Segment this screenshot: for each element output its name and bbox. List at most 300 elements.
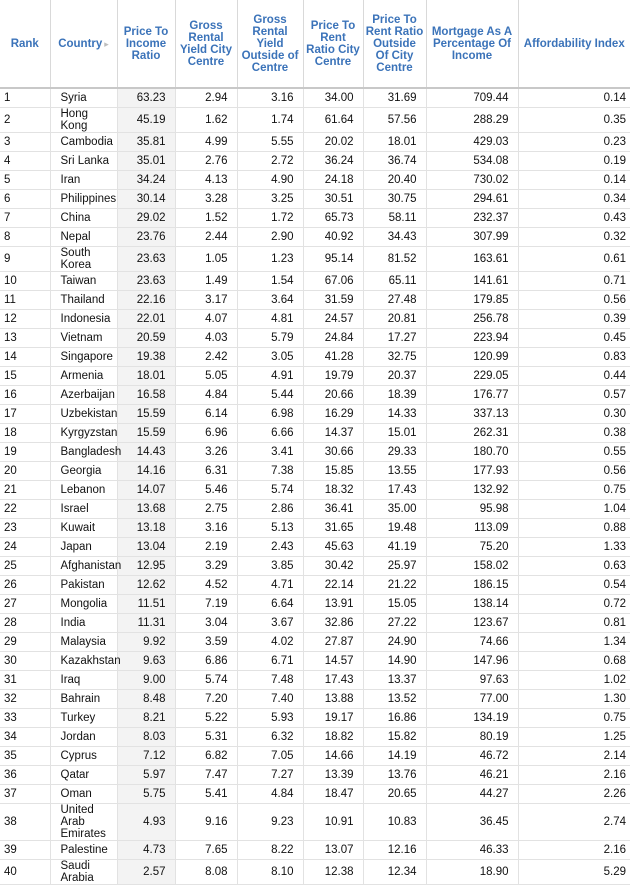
price-to-rent-ratio-outside-of-city-centre-cell: 31.69 — [363, 88, 426, 108]
table-row — [0, 462, 630, 481]
gross-rental-yield-city-centre-cell: 9.16 — [175, 804, 237, 841]
price-to-rent-ratio-city-centre-cell: 17.43 — [303, 671, 363, 690]
price-to-rent-ratio-outside-of-city-centre-cell: 14.19 — [363, 747, 426, 766]
price-to-income-ratio-cell: 35.01 — [117, 152, 175, 171]
mortgage-as-percentage-of-income-cell: 186.15 — [426, 576, 518, 595]
mortgage-as-percentage-of-income-cell: 229.05 — [426, 367, 518, 386]
mortgage-as-percentage-of-income-cell: 223.94 — [426, 329, 518, 348]
price-to-income-ratio-cell: 23.76 — [117, 228, 175, 247]
affordability-index-cell: 0.88 — [518, 519, 630, 538]
price-to-rent-ratio-city-centre-cell: 65.73 — [303, 209, 363, 228]
price-to-rent-ratio-city-centre-cell: 36.24 — [303, 152, 363, 171]
country-cell: Vietnam — [50, 329, 117, 348]
rank-cell: 38 — [0, 804, 50, 841]
rank-cell: 28 — [0, 614, 50, 633]
country-cell: Iran — [50, 171, 117, 190]
price-to-income-ratio-cell: 35.81 — [117, 133, 175, 152]
table-row — [0, 291, 630, 310]
gross-rental-yield-city-centre-cell: 4.99 — [175, 133, 237, 152]
header-country[interactable] — [50, 0, 117, 88]
country-cell: Bangladesh — [50, 443, 117, 462]
affordability-index-cell: 0.63 — [518, 557, 630, 576]
mortgage-as-percentage-of-income-cell: 534.08 — [426, 152, 518, 171]
rank-cell: 17 — [0, 405, 50, 424]
price-to-rent-ratio-city-centre-cell: 24.84 — [303, 329, 363, 348]
country-cell: Qatar — [50, 766, 117, 785]
header-rank-label: Rank — [10, 37, 39, 50]
mortgage-as-percentage-of-income-cell: 74.66 — [426, 633, 518, 652]
table-row — [0, 860, 630, 885]
mortgage-as-percentage-of-income-cell: 158.02 — [426, 557, 518, 576]
table-row — [0, 747, 630, 766]
gross-rental-yield-city-centre-cell: 6.82 — [175, 747, 237, 766]
mortgage-as-percentage-of-income-cell: 46.21 — [426, 766, 518, 785]
price-to-income-ratio-cell: 4.93 — [117, 804, 175, 841]
price-to-income-ratio-cell: 12.62 — [117, 576, 175, 595]
country-cell: Thailand — [50, 291, 117, 310]
gross-rental-yield-city-centre-cell: 4.52 — [175, 576, 237, 595]
mortgage-as-percentage-of-income-cell: 97.63 — [426, 671, 518, 690]
header-affordability-index[interactable] — [518, 0, 630, 88]
gross-rental-yield-city-centre-cell: 1.52 — [175, 209, 237, 228]
price-to-rent-ratio-city-centre-cell: 61.64 — [303, 108, 363, 133]
gross-rental-yield-outside-of-centre-cell: 3.16 — [237, 88, 303, 108]
gross-rental-yield-city-centre-cell: 2.19 — [175, 538, 237, 557]
gross-rental-yield-outside-of-centre-cell: 7.38 — [237, 462, 303, 481]
gross-rental-yield-outside-of-centre-cell: 6.71 — [237, 652, 303, 671]
table-row — [0, 386, 630, 405]
affordability-index-cell: 1.33 — [518, 538, 630, 557]
price-to-rent-ratio-outside-of-city-centre-cell: 12.34 — [363, 860, 426, 885]
table-row — [0, 348, 630, 367]
gross-rental-yield-city-centre-cell: 5.74 — [175, 671, 237, 690]
price-to-rent-ratio-outside-of-city-centre-cell: 41.19 — [363, 538, 426, 557]
price-to-rent-ratio-city-centre-cell: 14.57 — [303, 652, 363, 671]
gross-rental-yield-city-centre-cell: 4.13 — [175, 171, 237, 190]
rank-cell: 13 — [0, 329, 50, 348]
price-to-rent-ratio-city-centre-cell: 19.17 — [303, 709, 363, 728]
table-row — [0, 247, 630, 272]
country-cell: Cambodia — [50, 133, 117, 152]
affordability-index-cell: 0.56 — [518, 291, 630, 310]
gross-rental-yield-outside-of-centre-cell: 1.74 — [237, 108, 303, 133]
affordability-index-cell: 2.26 — [518, 785, 630, 804]
price-to-income-ratio-cell: 7.12 — [117, 747, 175, 766]
country-cell: Armenia — [50, 367, 117, 386]
affordability-index-cell: 0.83 — [518, 348, 630, 367]
price-to-income-ratio-cell: 8.21 — [117, 709, 175, 728]
mortgage-as-percentage-of-income-cell: 180.70 — [426, 443, 518, 462]
price-to-rent-ratio-outside-of-city-centre-cell: 12.16 — [363, 841, 426, 860]
table-row — [0, 310, 630, 329]
table-row — [0, 443, 630, 462]
price-to-rent-ratio-city-centre-cell: 31.65 — [303, 519, 363, 538]
table-row — [0, 152, 630, 171]
gross-rental-yield-outside-of-centre-cell: 5.13 — [237, 519, 303, 538]
gross-rental-yield-city-centre-cell: 5.41 — [175, 785, 237, 804]
gross-rental-yield-city-centre-cell: 6.96 — [175, 424, 237, 443]
price-to-rent-ratio-outside-of-city-centre-cell: 20.40 — [363, 171, 426, 190]
rank-cell: 2 — [0, 108, 50, 133]
gross-rental-yield-outside-of-centre-cell: 3.25 — [237, 190, 303, 209]
mortgage-as-percentage-of-income-cell: 132.92 — [426, 481, 518, 500]
price-to-rent-ratio-city-centre-cell: 24.18 — [303, 171, 363, 190]
mortgage-as-percentage-of-income-cell: 46.33 — [426, 841, 518, 860]
mortgage-as-percentage-of-income-cell: 138.14 — [426, 595, 518, 614]
table-row — [0, 329, 630, 348]
mortgage-as-percentage-of-income-cell: 77.00 — [426, 690, 518, 709]
price-to-income-ratio-cell: 5.75 — [117, 785, 175, 804]
price-to-rent-ratio-outside-of-city-centre-cell: 65.11 — [363, 272, 426, 291]
gross-rental-yield-outside-of-centre-cell: 5.44 — [237, 386, 303, 405]
mortgage-as-percentage-of-income-cell: 123.67 — [426, 614, 518, 633]
rank-cell: 3 — [0, 133, 50, 152]
price-to-rent-ratio-outside-of-city-centre-cell: 32.75 — [363, 348, 426, 367]
gross-rental-yield-city-centre-cell: 5.22 — [175, 709, 237, 728]
price-to-rent-ratio-outside-of-city-centre-cell: 17.43 — [363, 481, 426, 500]
mortgage-as-percentage-of-income-cell: 288.29 — [426, 108, 518, 133]
price-to-rent-ratio-city-centre-cell: 12.38 — [303, 860, 363, 885]
mortgage-as-percentage-of-income-cell: 36.45 — [426, 804, 518, 841]
price-to-rent-ratio-outside-of-city-centre-cell: 13.76 — [363, 766, 426, 785]
table-row — [0, 367, 630, 386]
price-to-rent-ratio-outside-of-city-centre-cell: 10.83 — [363, 804, 426, 841]
price-to-income-ratio-cell: 8.03 — [117, 728, 175, 747]
header-price-to-income-ratio-label: Price To Income Ratio — [123, 25, 169, 62]
affordability-index-cell: 0.34 — [518, 190, 630, 209]
price-to-income-ratio-cell: 22.01 — [117, 310, 175, 329]
price-to-rent-ratio-outside-of-city-centre-cell: 20.81 — [363, 310, 426, 329]
price-to-rent-ratio-outside-of-city-centre-cell: 20.65 — [363, 785, 426, 804]
header-gross-rental-yield-city-centre-label: Gross Rental Yield City Centre — [180, 19, 232, 68]
rank-cell: 14 — [0, 348, 50, 367]
price-to-income-ratio-cell: 8.48 — [117, 690, 175, 709]
price-to-income-ratio-cell: 9.00 — [117, 671, 175, 690]
country-cell: Sri Lanka — [50, 152, 117, 171]
mortgage-as-percentage-of-income-cell: 80.19 — [426, 728, 518, 747]
rank-cell: 36 — [0, 766, 50, 785]
price-to-income-ratio-cell: 19.38 — [117, 348, 175, 367]
header-affordability-index-label: Affordability Index — [523, 37, 625, 50]
table-row — [0, 595, 630, 614]
gross-rental-yield-outside-of-centre-cell: 8.10 — [237, 860, 303, 885]
gross-rental-yield-outside-of-centre-cell: 3.05 — [237, 348, 303, 367]
price-to-rent-ratio-outside-of-city-centre-cell: 20.37 — [363, 367, 426, 386]
mortgage-as-percentage-of-income-cell: 134.19 — [426, 709, 518, 728]
gross-rental-yield-city-centre-cell: 3.04 — [175, 614, 237, 633]
price-to-income-ratio-cell: 9.63 — [117, 652, 175, 671]
price-to-rent-ratio-city-centre-cell: 15.85 — [303, 462, 363, 481]
gross-rental-yield-outside-of-centre-cell: 2.86 — [237, 500, 303, 519]
mortgage-as-percentage-of-income-cell: 120.99 — [426, 348, 518, 367]
price-to-rent-ratio-city-centre-cell: 18.32 — [303, 481, 363, 500]
price-to-rent-ratio-city-centre-cell: 30.42 — [303, 557, 363, 576]
price-to-rent-ratio-outside-of-city-centre-cell: 16.86 — [363, 709, 426, 728]
table-row — [0, 728, 630, 747]
affordability-index-cell: 0.43 — [518, 209, 630, 228]
price-to-rent-ratio-outside-of-city-centre-cell: 34.43 — [363, 228, 426, 247]
mortgage-as-percentage-of-income-cell: 163.61 — [426, 247, 518, 272]
gross-rental-yield-outside-of-centre-cell: 4.81 — [237, 310, 303, 329]
table-row — [0, 690, 630, 709]
table-row — [0, 614, 630, 633]
gross-rental-yield-city-centre-cell: 4.03 — [175, 329, 237, 348]
gross-rental-yield-city-centre-cell: 2.94 — [175, 88, 237, 108]
gross-rental-yield-city-centre-cell: 3.29 — [175, 557, 237, 576]
rank-cell: 1 — [0, 88, 50, 108]
price-to-rent-ratio-city-centre-cell: 24.57 — [303, 310, 363, 329]
affordability-index-cell: 0.75 — [518, 481, 630, 500]
table-row — [0, 576, 630, 595]
table-row — [0, 209, 630, 228]
rank-cell: 26 — [0, 576, 50, 595]
price-to-rent-ratio-outside-of-city-centre-cell: 25.97 — [363, 557, 426, 576]
mortgage-as-percentage-of-income-cell: 46.72 — [426, 747, 518, 766]
mortgage-as-percentage-of-income-cell: 307.99 — [426, 228, 518, 247]
mortgage-as-percentage-of-income-cell: 179.85 — [426, 291, 518, 310]
price-to-rent-ratio-city-centre-cell: 18.47 — [303, 785, 363, 804]
header-rank[interactable] — [0, 0, 50, 88]
table-row — [0, 228, 630, 247]
gross-rental-yield-city-centre-cell: 3.16 — [175, 519, 237, 538]
gross-rental-yield-outside-of-centre-cell: 5.55 — [237, 133, 303, 152]
price-to-rent-ratio-outside-of-city-centre-cell: 27.22 — [363, 614, 426, 633]
price-to-income-ratio-cell: 13.04 — [117, 538, 175, 557]
affordability-index-cell: 0.57 — [518, 386, 630, 405]
price-to-income-ratio-cell: 63.23 — [117, 88, 175, 108]
rank-cell: 19 — [0, 443, 50, 462]
mortgage-as-percentage-of-income-cell: 429.03 — [426, 133, 518, 152]
country-cell: Afghanistan — [50, 557, 117, 576]
gross-rental-yield-city-centre-cell: 6.86 — [175, 652, 237, 671]
gross-rental-yield-city-centre-cell: 3.28 — [175, 190, 237, 209]
price-to-rent-ratio-outside-of-city-centre-cell: 58.11 — [363, 209, 426, 228]
country-cell: Saudi Arabia — [50, 860, 117, 885]
price-to-rent-ratio-city-centre-cell: 95.14 — [303, 247, 363, 272]
price-to-rent-ratio-outside-of-city-centre-cell: 24.90 — [363, 633, 426, 652]
price-to-income-ratio-cell: 15.59 — [117, 405, 175, 424]
rank-cell: 27 — [0, 595, 50, 614]
gross-rental-yield-city-centre-cell: 7.19 — [175, 595, 237, 614]
country-cell: Japan — [50, 538, 117, 557]
rank-cell: 23 — [0, 519, 50, 538]
gross-rental-yield-outside-of-centre-cell: 3.67 — [237, 614, 303, 633]
country-cell: Mongolia — [50, 595, 117, 614]
rank-cell: 33 — [0, 709, 50, 728]
rank-cell: 12 — [0, 310, 50, 329]
gross-rental-yield-city-centre-cell: 4.84 — [175, 386, 237, 405]
country-cell: Jordan — [50, 728, 117, 747]
country-cell: Lebanon — [50, 481, 117, 500]
rank-cell: 34 — [0, 728, 50, 747]
mortgage-as-percentage-of-income-cell: 256.78 — [426, 310, 518, 329]
header-gross-rental-yield-city-centre[interactable] — [175, 0, 237, 88]
rank-cell: 4 — [0, 152, 50, 171]
price-to-income-ratio-cell: 29.02 — [117, 209, 175, 228]
price-to-rent-ratio-city-centre-cell: 30.51 — [303, 190, 363, 209]
gross-rental-yield-outside-of-centre-cell: 2.43 — [237, 538, 303, 557]
price-to-rent-ratio-city-centre-cell: 13.88 — [303, 690, 363, 709]
country-cell: Indonesia — [50, 310, 117, 329]
header-price-to-rent-ratio-outside-of-city-centre[interactable] — [363, 0, 426, 88]
price-to-income-ratio-cell: 45.19 — [117, 108, 175, 133]
gross-rental-yield-outside-of-centre-cell: 5.74 — [237, 481, 303, 500]
price-to-income-ratio-cell: 34.24 — [117, 171, 175, 190]
gross-rental-yield-city-centre-cell: 2.42 — [175, 348, 237, 367]
price-to-income-ratio-cell: 5.97 — [117, 766, 175, 785]
table-row — [0, 804, 630, 841]
price-to-rent-ratio-city-centre-cell: 22.14 — [303, 576, 363, 595]
table-row — [0, 557, 630, 576]
table-header — [0, 0, 630, 88]
rank-cell: 18 — [0, 424, 50, 443]
rank-cell: 24 — [0, 538, 50, 557]
affordability-index-cell: 0.14 — [518, 171, 630, 190]
gross-rental-yield-outside-of-centre-cell: 5.93 — [237, 709, 303, 728]
header-price-to-rent-ratio-city-centre-label: Price To Rent Ratio City Centre — [306, 19, 360, 68]
price-to-rent-ratio-outside-of-city-centre-cell: 35.00 — [363, 500, 426, 519]
price-to-rent-ratio-outside-of-city-centre-cell: 13.55 — [363, 462, 426, 481]
affordability-index-cell: 0.44 — [518, 367, 630, 386]
table-row — [0, 133, 630, 152]
rank-cell: 31 — [0, 671, 50, 690]
gross-rental-yield-outside-of-centre-cell: 4.71 — [237, 576, 303, 595]
affordability-index-cell: 0.30 — [518, 405, 630, 424]
header-price-to-rent-ratio-city-centre[interactable] — [303, 0, 363, 88]
affordability-index-cell: 0.39 — [518, 310, 630, 329]
table-row — [0, 652, 630, 671]
gross-rental-yield-city-centre-cell: 1.05 — [175, 247, 237, 272]
gross-rental-yield-outside-of-centre-cell: 7.48 — [237, 671, 303, 690]
mortgage-as-percentage-of-income-cell: 18.90 — [426, 860, 518, 885]
gross-rental-yield-city-centre-cell: 5.31 — [175, 728, 237, 747]
table-row — [0, 171, 630, 190]
gross-rental-yield-outside-of-centre-cell: 7.05 — [237, 747, 303, 766]
rank-cell: 6 — [0, 190, 50, 209]
table-row — [0, 538, 630, 557]
rank-cell: 15 — [0, 367, 50, 386]
gross-rental-yield-outside-of-centre-cell: 4.02 — [237, 633, 303, 652]
gross-rental-yield-outside-of-centre-cell: 9.23 — [237, 804, 303, 841]
price-to-rent-ratio-outside-of-city-centre-cell: 36.74 — [363, 152, 426, 171]
price-to-income-ratio-cell: 14.43 — [117, 443, 175, 462]
rank-cell: 32 — [0, 690, 50, 709]
gross-rental-yield-outside-of-centre-cell: 7.27 — [237, 766, 303, 785]
table-row — [0, 88, 630, 108]
header-gross-rental-yield-outside-of-centre[interactable] — [237, 0, 303, 88]
price-to-rent-ratio-outside-of-city-centre-cell: 15.05 — [363, 595, 426, 614]
gross-rental-yield-outside-of-centre-cell: 6.64 — [237, 595, 303, 614]
price-to-rent-ratio-city-centre-cell: 20.66 — [303, 386, 363, 405]
gross-rental-yield-city-centre-cell: 2.44 — [175, 228, 237, 247]
gross-rental-yield-city-centre-cell: 2.75 — [175, 500, 237, 519]
gross-rental-yield-city-centre-cell: 6.14 — [175, 405, 237, 424]
price-to-rent-ratio-outside-of-city-centre-cell: 18.01 — [363, 133, 426, 152]
rank-cell: 5 — [0, 171, 50, 190]
mortgage-as-percentage-of-income-cell: 95.98 — [426, 500, 518, 519]
header-country-label: Country — [58, 37, 103, 50]
price-to-rent-ratio-city-centre-cell: 40.92 — [303, 228, 363, 247]
rank-cell: 10 — [0, 272, 50, 291]
country-cell: Singapore — [50, 348, 117, 367]
gross-rental-yield-outside-of-centre-cell: 7.40 — [237, 690, 303, 709]
price-to-income-ratio-cell: 11.51 — [117, 595, 175, 614]
country-cell: Iraq — [50, 671, 117, 690]
price-to-rent-ratio-outside-of-city-centre-cell: 17.27 — [363, 329, 426, 348]
price-to-rent-ratio-outside-of-city-centre-cell: 29.33 — [363, 443, 426, 462]
mortgage-as-percentage-of-income-cell: 44.27 — [426, 785, 518, 804]
rank-cell: 39 — [0, 841, 50, 860]
country-cell: Syria — [50, 88, 117, 108]
price-to-income-ratio-cell: 22.16 — [117, 291, 175, 310]
rank-cell: 11 — [0, 291, 50, 310]
country-cell: Cyprus — [50, 747, 117, 766]
gross-rental-yield-city-centre-cell: 8.08 — [175, 860, 237, 885]
price-to-rent-ratio-city-centre-cell: 30.66 — [303, 443, 363, 462]
price-to-rent-ratio-outside-of-city-centre-cell: 14.33 — [363, 405, 426, 424]
gross-rental-yield-outside-of-centre-cell: 1.72 — [237, 209, 303, 228]
gross-rental-yield-city-centre-cell: 7.20 — [175, 690, 237, 709]
table-row — [0, 633, 630, 652]
gross-rental-yield-outside-of-centre-cell: 8.22 — [237, 841, 303, 860]
price-to-rent-ratio-outside-of-city-centre-cell: 21.22 — [363, 576, 426, 595]
country-cell: Uzbekistan — [50, 405, 117, 424]
rank-cell: 37 — [0, 785, 50, 804]
country-cell: India — [50, 614, 117, 633]
price-to-rent-ratio-city-centre-cell: 10.91 — [303, 804, 363, 841]
header-mortgage-as-percentage-of-income-label: Mortgage As A Percentage Of Income — [431, 25, 513, 62]
table-row — [0, 272, 630, 291]
affordability-index-cell: 0.56 — [518, 462, 630, 481]
affordability-index-cell: 2.16 — [518, 766, 630, 785]
price-to-income-ratio-cell: 12.95 — [117, 557, 175, 576]
price-to-rent-ratio-city-centre-cell: 67.06 — [303, 272, 363, 291]
price-to-rent-ratio-outside-of-city-centre-cell: 13.37 — [363, 671, 426, 690]
affordability-index-cell: 1.34 — [518, 633, 630, 652]
price-to-rent-ratio-city-centre-cell: 16.29 — [303, 405, 363, 424]
price-to-rent-ratio-outside-of-city-centre-cell: 18.39 — [363, 386, 426, 405]
gross-rental-yield-city-centre-cell: 7.65 — [175, 841, 237, 860]
header-price-to-income-ratio[interactable] — [117, 0, 175, 88]
country-cell: United Arab Emirates — [50, 804, 117, 841]
affordability-index-cell: 2.74 — [518, 804, 630, 841]
mortgage-as-percentage-of-income-cell: 262.31 — [426, 424, 518, 443]
price-to-rent-ratio-outside-of-city-centre-cell: 57.56 — [363, 108, 426, 133]
mortgage-as-percentage-of-income-cell: 75.20 — [426, 538, 518, 557]
gross-rental-yield-city-centre-cell: 4.07 — [175, 310, 237, 329]
mortgage-as-percentage-of-income-cell: 709.44 — [426, 88, 518, 108]
price-to-rent-ratio-outside-of-city-centre-cell: 81.52 — [363, 247, 426, 272]
price-to-rent-ratio-outside-of-city-centre-cell: 13.52 — [363, 690, 426, 709]
country-cell: Bahrain — [50, 690, 117, 709]
affordability-index-cell: 0.35 — [518, 108, 630, 133]
price-to-income-ratio-cell: 23.63 — [117, 247, 175, 272]
price-to-income-ratio-cell: 14.16 — [117, 462, 175, 481]
table-row — [0, 500, 630, 519]
price-to-income-ratio-cell: 20.59 — [117, 329, 175, 348]
country-cell: Georgia — [50, 462, 117, 481]
table-row — [0, 671, 630, 690]
gross-rental-yield-outside-of-centre-cell: 6.66 — [237, 424, 303, 443]
mortgage-as-percentage-of-income-cell: 113.09 — [426, 519, 518, 538]
country-cell: Palestine — [50, 841, 117, 860]
country-cell: Nepal — [50, 228, 117, 247]
rank-cell: 35 — [0, 747, 50, 766]
price-to-rent-ratio-city-centre-cell: 34.00 — [303, 88, 363, 108]
gross-rental-yield-outside-of-centre-cell: 1.23 — [237, 247, 303, 272]
header-mortgage-as-percentage-of-income[interactable] — [426, 0, 518, 88]
country-cell: Kazakhstan — [50, 652, 117, 671]
